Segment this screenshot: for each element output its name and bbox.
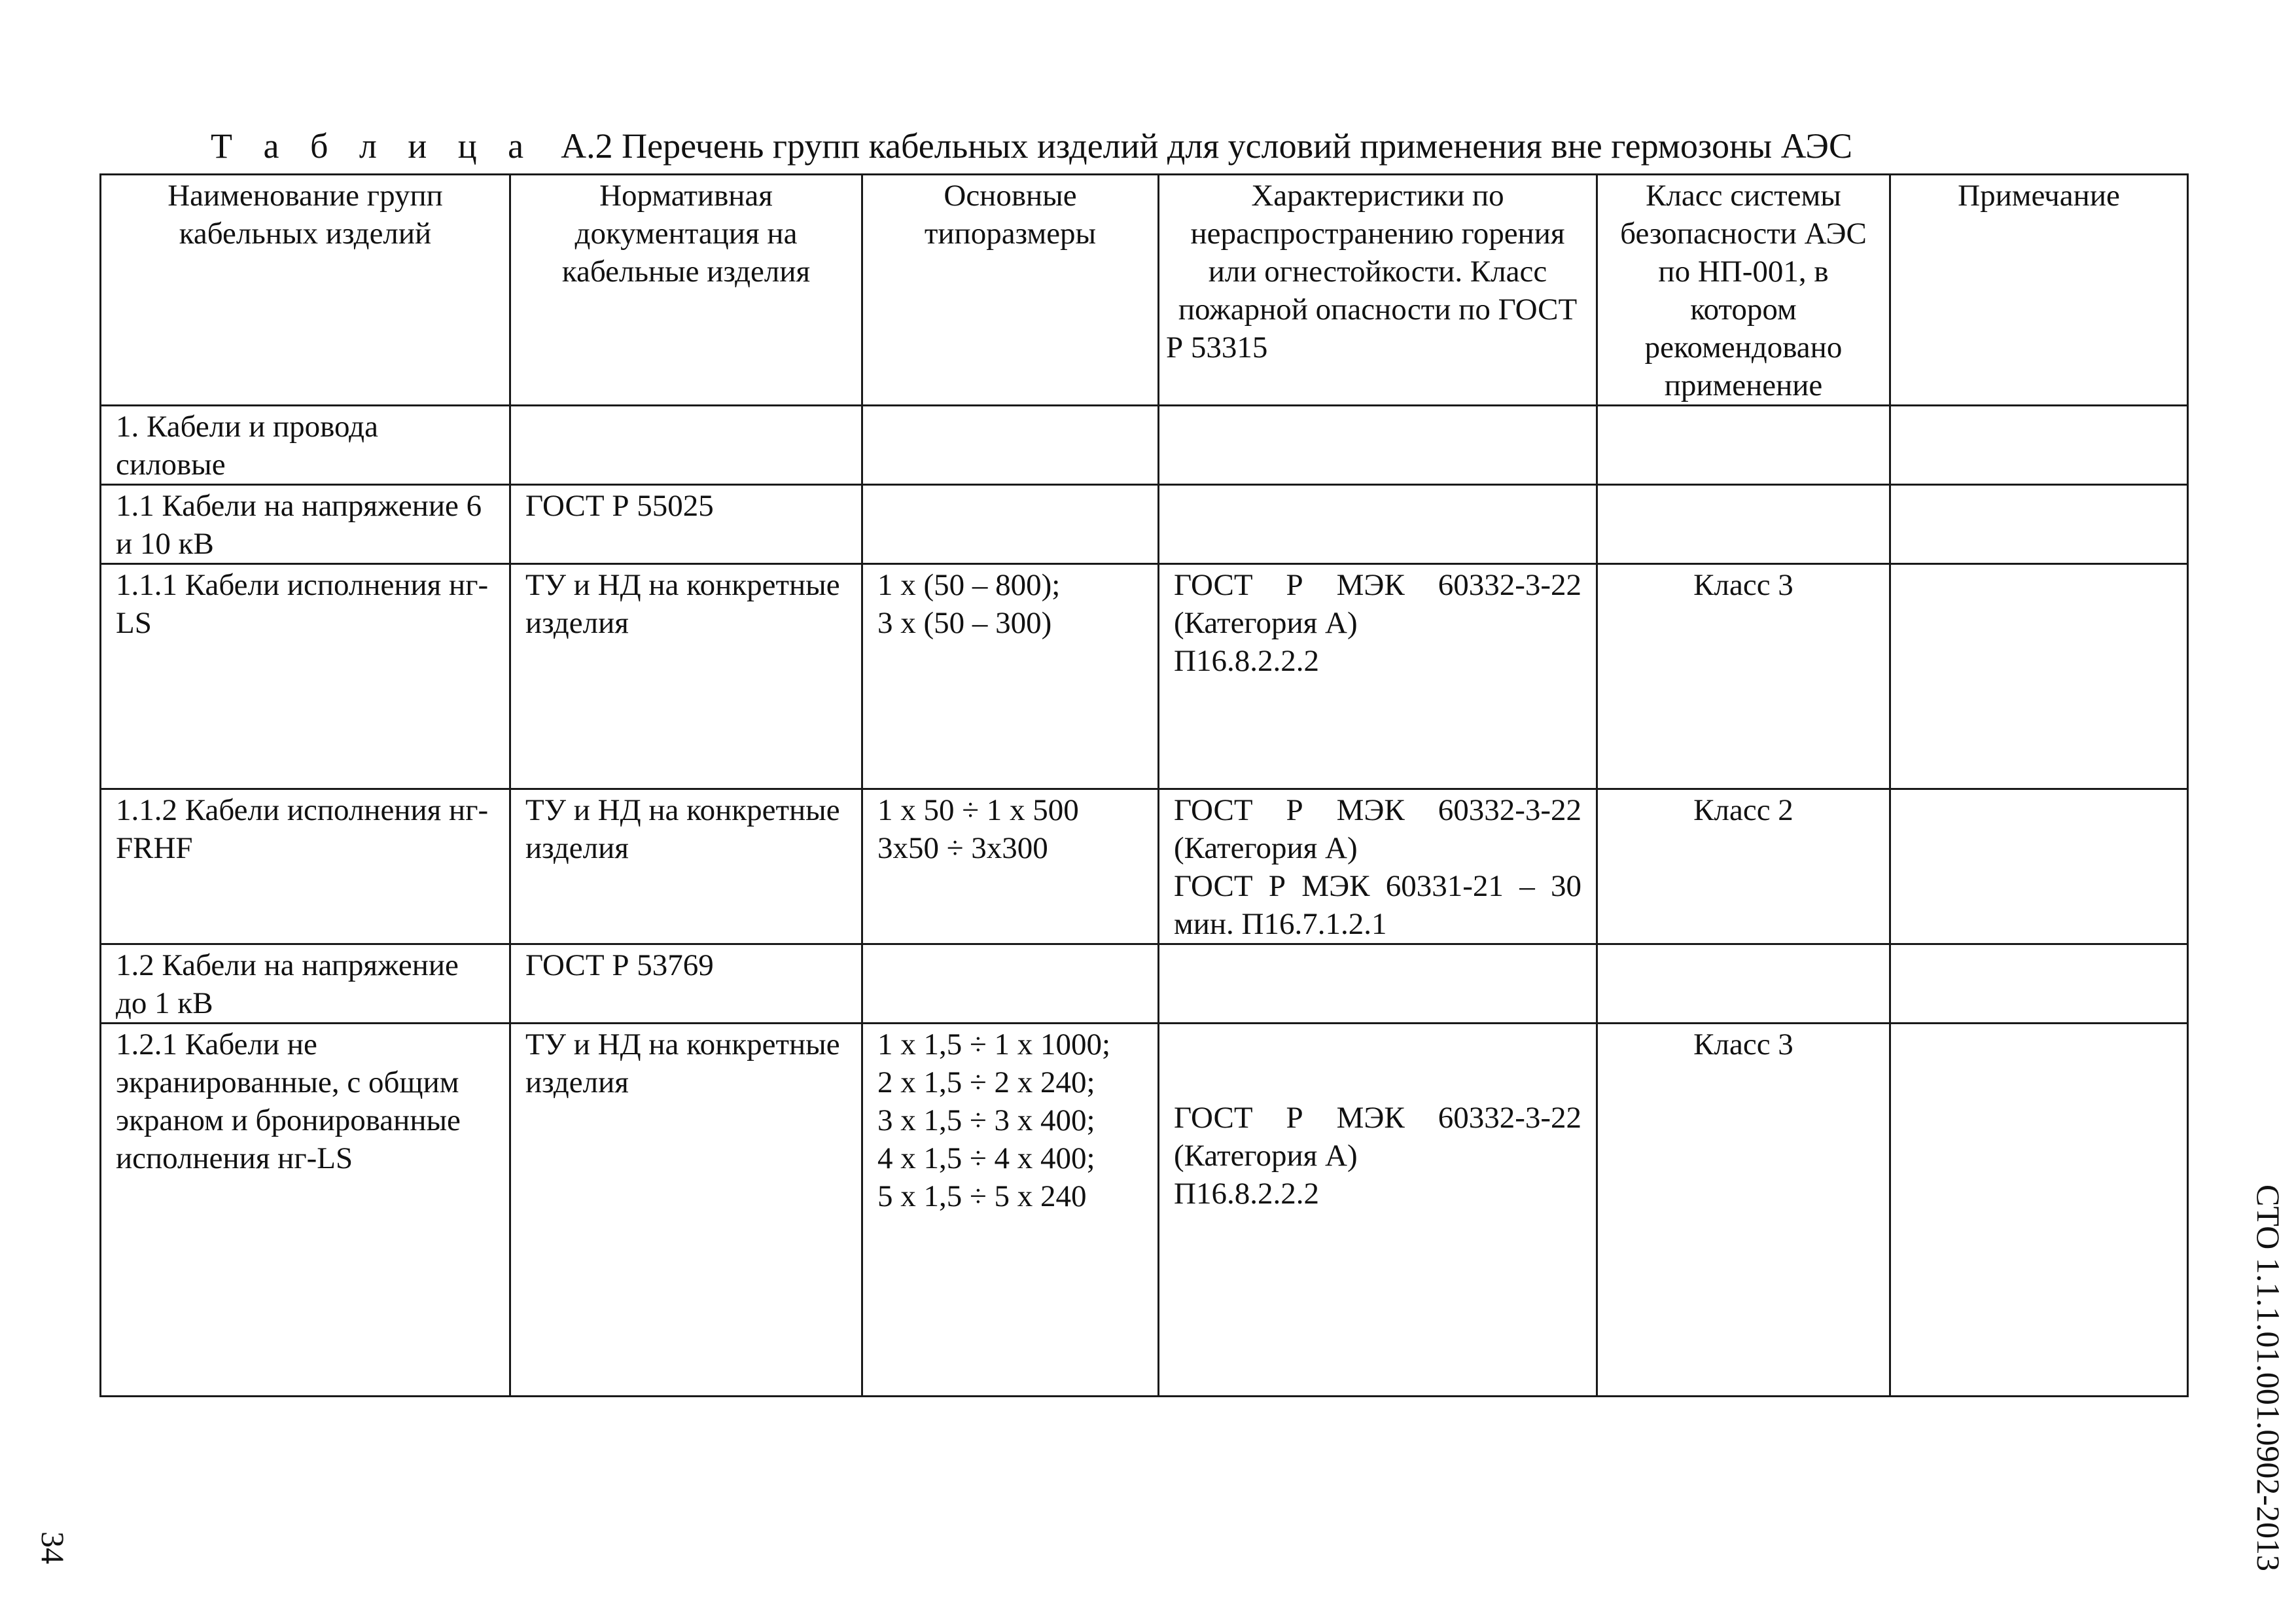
size-line: 3 х (50 – 300) xyxy=(877,606,1052,640)
row-sizes xyxy=(862,789,1159,944)
header-main-sizes: Основные типоразмеры xyxy=(862,175,1159,406)
spacer xyxy=(1174,1026,1581,1099)
size-line: 4 х 1,5 ÷ 4 х 400; xyxy=(877,1141,1095,1175)
row-fire xyxy=(1159,944,1597,1024)
size-line: 5 х 1,5 ÷ 5 х 240 xyxy=(877,1179,1087,1213)
row-group-name: 1.1 Кабели на напряжение 6 и 10 кВ xyxy=(101,485,510,564)
size-line: 1 х 1,5 ÷ 1 х 1000; xyxy=(877,1027,1111,1061)
row-note xyxy=(1890,485,2188,564)
fire-line: П16.8.2.2.2 xyxy=(1174,1177,1319,1211)
header-safety-class: Класс системы безопасности АЭС по НП-001, в котором рекомендовано применение xyxy=(1597,175,1890,406)
caption-text: А.2 Перечень групп кабельных изделий для условий применения вне гермозоны АЭС xyxy=(561,126,1852,166)
row-sizes xyxy=(862,564,1159,789)
row-group-name: 1. Кабели и провода силовые xyxy=(101,406,510,485)
row-normative-doc: ГОСТ Р 53769 xyxy=(510,944,862,1024)
row-normative-doc xyxy=(510,406,862,485)
fire-line: ГОСТ Р МЭК 60332-3-22 (Категория А) xyxy=(1174,793,1581,865)
table-row xyxy=(101,564,2188,789)
table-header-row xyxy=(101,175,2188,406)
row-normative-doc: ТУ и НД на конкретные изделия xyxy=(510,564,862,789)
row-safety-class: Класс 3 xyxy=(1597,1024,1890,1397)
cable-groups-table xyxy=(99,173,2189,1397)
row-sizes xyxy=(862,485,1159,564)
row-note xyxy=(1890,1024,2188,1397)
row-fire xyxy=(1159,789,1597,944)
page-number: 34 xyxy=(35,1531,71,1564)
size-line: 1 х (50 – 800); xyxy=(877,568,1061,602)
row-note xyxy=(1890,944,2188,1024)
row-note xyxy=(1890,564,2188,789)
fire-line: ГОСТ Р МЭК 60331-21 – 30 мин. П16.7.1.2.1 xyxy=(1174,869,1581,941)
caption-label: Т а б л и ц а xyxy=(211,126,535,166)
row-group-name: 1.2 Кабели на напряжение до 1 кВ xyxy=(101,944,510,1024)
table-row xyxy=(101,789,2188,944)
row-safety-class xyxy=(1597,406,1890,485)
row-note xyxy=(1890,406,2188,485)
fire-line: ГОСТ Р МЭК 60332-3-22 (Категория А) xyxy=(1174,568,1581,640)
row-fire xyxy=(1159,485,1597,564)
fire-line: П16.8.2.2.2 xyxy=(1174,644,1319,678)
table-row xyxy=(101,406,2188,485)
row-group-name: 1.2.1 Кабели не экранированные, с общим экраном и бронированные исполнения нг-LS xyxy=(101,1024,510,1397)
size-line: 2 х 1,5 ÷ 2 х 240; xyxy=(877,1065,1095,1099)
row-normative-doc: ТУ и НД на конкретные изделия xyxy=(510,789,862,944)
table-row xyxy=(101,485,2188,564)
row-safety-class xyxy=(1597,944,1890,1024)
row-fire xyxy=(1159,564,1597,789)
row-safety-class: Класс 3 xyxy=(1597,564,1890,789)
row-normative-doc: ТУ и НД на конкретные изделия xyxy=(510,1024,862,1397)
header-group-name: Наименование групп кабельных изделий xyxy=(101,175,510,406)
row-normative-doc: ГОСТ Р 55025 xyxy=(510,485,862,564)
document-code: СТО 1.1.1.01.001.0902-2013 xyxy=(2250,1185,2287,1571)
row-fire xyxy=(1159,406,1597,485)
row-safety-class xyxy=(1597,485,1890,564)
table-caption xyxy=(211,128,1852,164)
row-sizes xyxy=(862,944,1159,1024)
row-fire xyxy=(1159,1024,1597,1397)
table-row xyxy=(101,1024,2188,1397)
size-line: 3 х 1,5 ÷ 3 х 400; xyxy=(877,1103,1095,1137)
size-line: 1 х 50 ÷ 1 х 500 xyxy=(877,793,1079,827)
row-group-name: 1.1.1 Кабели исполнения нг-LS xyxy=(101,564,510,789)
header-normative-docs: Нормативная документация на кабельные изделия xyxy=(510,175,862,406)
size-line: 3х50 ÷ 3х300 xyxy=(877,831,1048,865)
row-sizes xyxy=(862,406,1159,485)
table-row xyxy=(101,944,2188,1024)
header-note: Примечание xyxy=(1890,175,2188,406)
header-fire-characteristics: Характеристики по нераспространению горения или огнестойкости. Класс пожарной опасности по ГОСТ Р 53315 xyxy=(1159,175,1597,406)
row-sizes xyxy=(862,1024,1159,1397)
fire-line: ГОСТ Р МЭК 60332-3-22 (Категория А) xyxy=(1174,1101,1581,1173)
row-note xyxy=(1890,789,2188,944)
row-safety-class: Класс 2 xyxy=(1597,789,1890,944)
row-group-name: 1.1.2 Кабели исполнения нг-FRHF xyxy=(101,789,510,944)
